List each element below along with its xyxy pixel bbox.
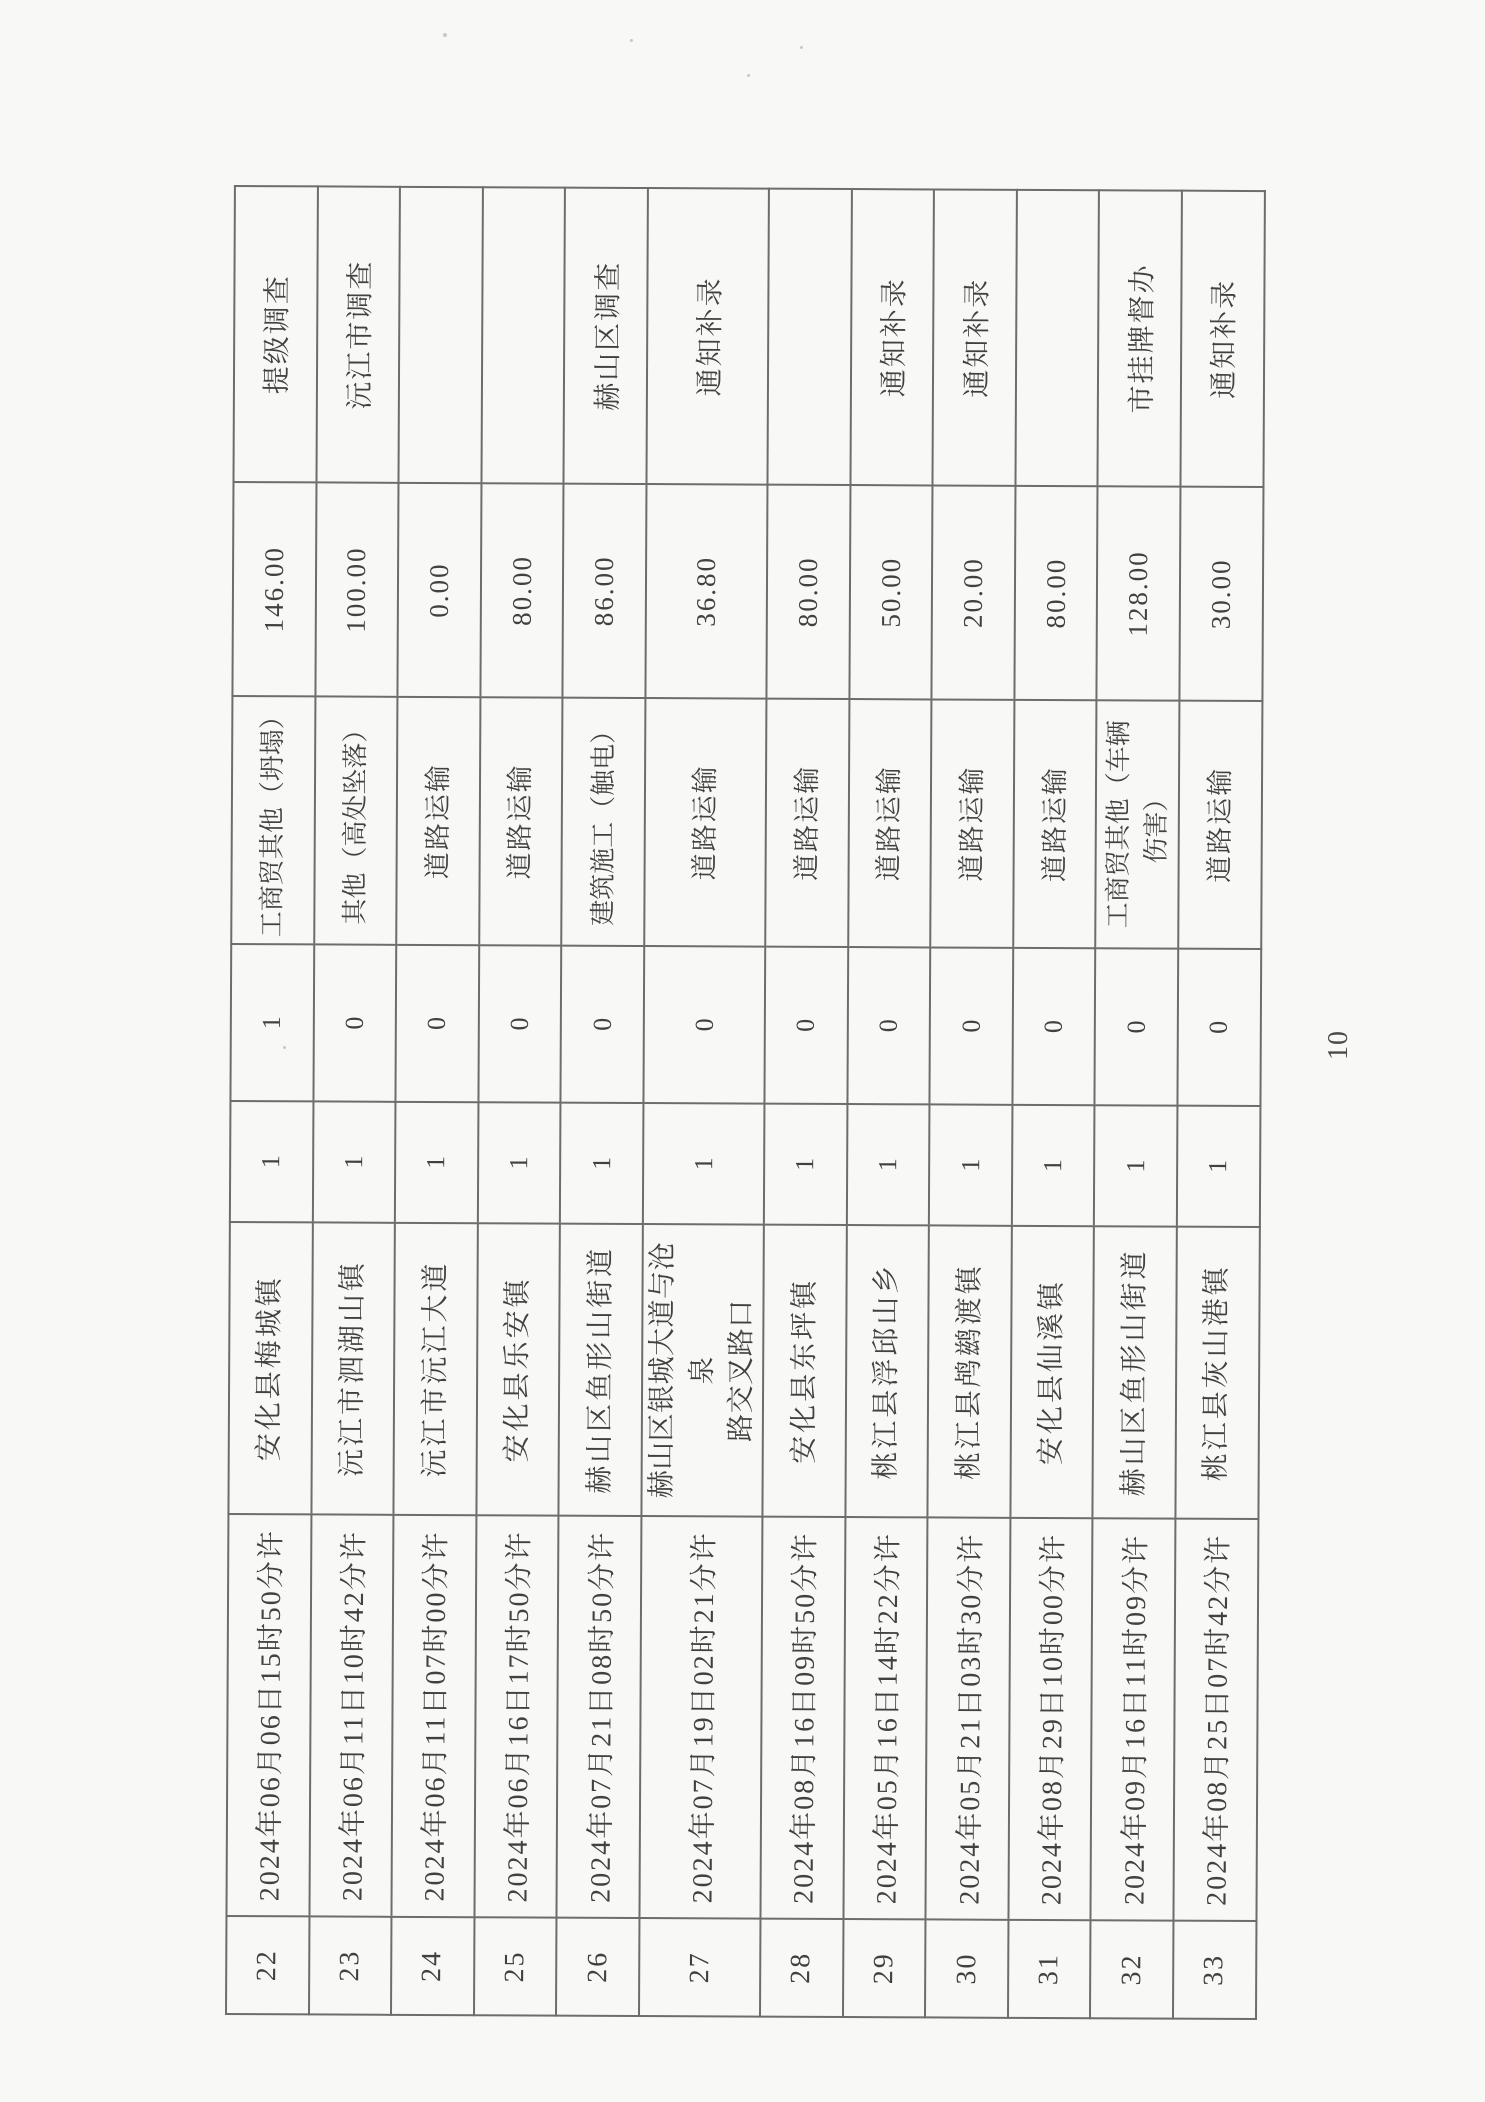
cell-count-1: 1 [1177, 1106, 1260, 1227]
cell-location: 安化县东坪镇 [763, 1225, 847, 1517]
cell-location: 沅江市泗湖山镇 [311, 1222, 395, 1514]
cell-amount: 86.00 [563, 484, 647, 698]
cell-serial-number: 26 [556, 1918, 639, 2016]
cell-accident-type: 工商贸其他（车辆 伤害） [1096, 700, 1180, 948]
cell-count-1: 1 [560, 1103, 643, 1224]
cell-serial-number: 27 [639, 1918, 761, 2017]
cell-serial-number: 28 [760, 1919, 843, 2017]
table-row [760, 189, 852, 2017]
cell-datetime: 2024年06月16日17时50分许 [474, 1515, 559, 1917]
cell-remark [399, 187, 483, 483]
cell-accident-type: 其他（高处坠落） [314, 696, 398, 944]
cell-amount: 0.00 [398, 483, 482, 697]
cell-count-1: 1 [478, 1102, 561, 1223]
cell-remark: 市挂牌督办 [1098, 190, 1182, 486]
cell-location: 安化县乐安镇 [476, 1223, 560, 1515]
cell-remark [1015, 190, 1099, 486]
cell-amount: 128.00 [1097, 486, 1181, 700]
cell-datetime: 2024年06月06日15时50分许 [226, 1514, 311, 1916]
cell-amount: 20.00 [932, 485, 1016, 699]
rotated-table-layer [225, 187, 1241, 2020]
cell-remark: 提级调查 [233, 186, 317, 482]
cell-accident-type: 道路运输 [644, 698, 766, 947]
cell-count-2: 0 [478, 945, 561, 1102]
cell-datetime: 2024年06月11日10时42分许 [309, 1514, 394, 1916]
table-row [309, 186, 401, 2014]
cell-serial-number: 22 [226, 1916, 309, 2014]
cell-amount: 30.00 [1179, 487, 1263, 701]
cell-count-1: 1 [395, 1102, 478, 1223]
scan-speck [630, 39, 633, 42]
cell-location: 安化县仙溪镇 [1010, 1226, 1094, 1518]
cell-location: 赫山区鱼形山街道 [559, 1224, 643, 1516]
cell-serial-number: 25 [474, 1917, 557, 2015]
cell-remark: 通知补录 [1181, 191, 1265, 487]
cell-datetime: 2024年07月19日02时21分许 [639, 1516, 762, 1919]
cell-accident-type: 道路运输 [479, 697, 563, 945]
scan-speck [747, 74, 750, 77]
cell-datetime: 2024年08月29日10时00分许 [1008, 1518, 1093, 1920]
cell-accident-type: 工商贸其他（坍塌） [231, 696, 315, 944]
cell-datetime: 2024年08月16日09时50分许 [761, 1517, 846, 1919]
cell-count-1: 1 [312, 1101, 395, 1222]
cell-amount: 80.00 [1014, 486, 1098, 700]
cell-serial-number: 23 [309, 1916, 392, 2014]
cell-count-2: 0 [930, 947, 1013, 1104]
cell-serial-number: 29 [843, 1919, 926, 2017]
table-row [1173, 191, 1265, 2019]
cell-datetime: 2024年07月21日08时50分许 [557, 1516, 642, 1918]
table-row [474, 187, 566, 2015]
cell-accident-type: 道路运输 [396, 697, 480, 945]
scan-speck [443, 33, 447, 37]
cell-count-1: 1 [764, 1104, 847, 1225]
cell-location: 安化县梅城镇 [228, 1222, 312, 1514]
table-row [639, 188, 769, 2017]
cell-count-2: 0 [561, 946, 644, 1103]
cell-datetime: 2024年06月11日07时00分许 [392, 1515, 477, 1917]
cell-count-2: 0 [396, 945, 479, 1102]
cell-count-2: 0 [1012, 948, 1095, 1105]
cell-datetime: 2024年05月16日14时22分许 [843, 1517, 928, 1919]
table-row [843, 189, 935, 2017]
cell-accident-type: 道路运输 [1178, 701, 1262, 949]
page-number: 10 [1323, 1030, 1354, 1060]
cell-count-2: 0 [847, 947, 930, 1104]
cell-count-2: 0 [1095, 948, 1178, 1105]
cell-count-2: 0 [1177, 949, 1260, 1106]
cell-serial-number: 24 [391, 1917, 474, 2015]
cell-datetime: 2024年09月16日11时09分许 [1091, 1518, 1176, 1920]
cell-count-2: 1 [230, 944, 313, 1101]
table-row [1008, 190, 1100, 2018]
table-row [556, 188, 648, 2016]
scan-speck [283, 1046, 286, 1049]
cell-remark [481, 187, 565, 483]
cell-location: 沅江市沅江大道 [394, 1223, 478, 1515]
cell-accident-type: 道路运输 [848, 699, 932, 947]
cell-remark: 通知补录 [646, 188, 769, 485]
cell-serial-number: 31 [1008, 1920, 1091, 2018]
cell-amount: 80.00 [767, 485, 851, 699]
cell-amount: 100.00 [315, 482, 399, 696]
cell-accident-type: 道路运输 [765, 699, 849, 947]
cell-amount: 80.00 [480, 483, 564, 697]
table-row [226, 186, 318, 2014]
cell-serial-number: 30 [925, 1919, 1008, 2017]
cell-amount: 50.00 [849, 485, 933, 699]
cell-datetime: 2024年05月21日03时30分许 [926, 1517, 1011, 1919]
cell-serial-number: 33 [1173, 1921, 1256, 2019]
cell-datetime: 2024年08月25日07时42分许 [1174, 1519, 1259, 1921]
cell-count-1: 1 [847, 1104, 930, 1225]
cell-remark [768, 189, 852, 485]
cell-location: 桃江县浮邱山乡 [845, 1225, 929, 1517]
cell-count-2: 0 [643, 946, 765, 1104]
cell-count-1: 1 [929, 1104, 1012, 1225]
cell-count-1: 1 [1094, 1105, 1177, 1226]
cell-remark: 赫山区调查 [564, 188, 648, 484]
cell-count-1: 1 [230, 1101, 313, 1222]
cell-serial-number: 32 [1090, 1920, 1173, 2018]
cell-remark: 通知补录 [850, 189, 934, 485]
cell-location: 赫山区鱼形山街道 [1093, 1226, 1177, 1518]
cell-count-2: 0 [313, 944, 396, 1101]
cell-remark: 通知补录 [933, 189, 1017, 485]
cell-count-1: 1 [1012, 1105, 1095, 1226]
scan-speck [800, 46, 803, 49]
cell-accident-type: 道路运输 [931, 699, 1015, 947]
cell-amount: 36.80 [645, 484, 767, 699]
table-row [1090, 190, 1182, 2018]
accident-record-table [225, 185, 1266, 2020]
cell-accident-type: 建筑施工（触电） [562, 698, 646, 946]
table-row [391, 187, 483, 2015]
cell-count-1: 1 [643, 1103, 765, 1225]
cell-remark: 沅江市调查 [316, 186, 400, 482]
cell-location: 桃江县灰山港镇 [1175, 1227, 1259, 1519]
cell-location: 赫山区银城大道与沧泉 路交叉路口 [641, 1224, 764, 1517]
cell-count-2: 0 [765, 947, 848, 1104]
table-row [925, 189, 1017, 2017]
cell-location: 桃江县鸬鹚渡镇 [928, 1225, 1012, 1517]
cell-amount: 146.00 [232, 482, 316, 696]
cell-accident-type: 道路运输 [1013, 700, 1097, 948]
